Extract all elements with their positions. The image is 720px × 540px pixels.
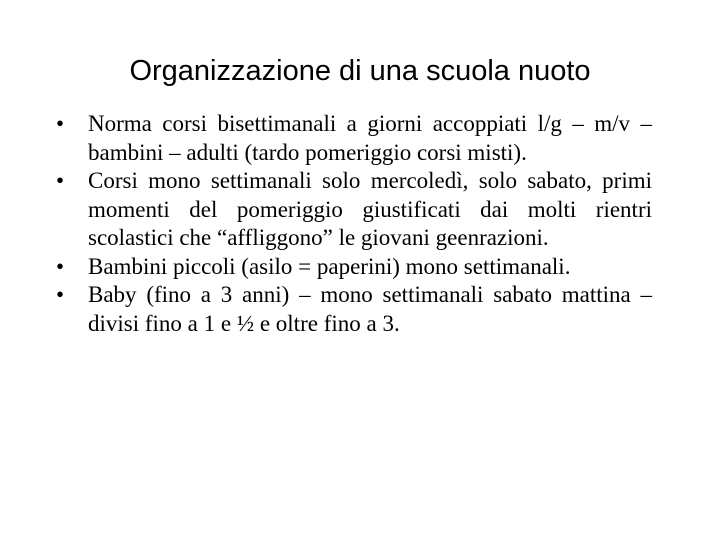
bullet-dot-icon: •	[56, 253, 65, 279]
bullet-item	[56, 281, 652, 338]
bullet-item	[56, 253, 652, 282]
bullet-list	[56, 110, 652, 338]
bullet-dot-icon: •	[56, 168, 65, 193]
bullet-dot-icon: •	[56, 111, 65, 136]
bullet-item	[56, 110, 652, 167]
bullet-dot-icon: •	[56, 282, 65, 307]
bullet-item	[56, 167, 652, 253]
bullet-text: Corsi mono settimanali solo mercoledì, solo sabato, primi momenti del pomeriggio giustificati dai molti rientri scolastici che “affliggono” le giovani geenrazioni.	[88, 168, 652, 250]
bullet-text: Baby (fino a 3 anni) – mono settimanali sabato mattina – divisi fino a 1 e ½ e oltre fino a 3.	[88, 282, 652, 336]
bullet-text: Bambini piccoli (asilo = paperini) mono settimanali.	[88, 253, 571, 279]
slide-title: Organizzazione di una scuola nuoto	[129, 55, 591, 87]
bullet-text: Norma corsi bisettimanali a giorni accoppiati l/g – m/v – bambini – adulti (tardo pomeriggio corsi misti).	[88, 111, 652, 165]
